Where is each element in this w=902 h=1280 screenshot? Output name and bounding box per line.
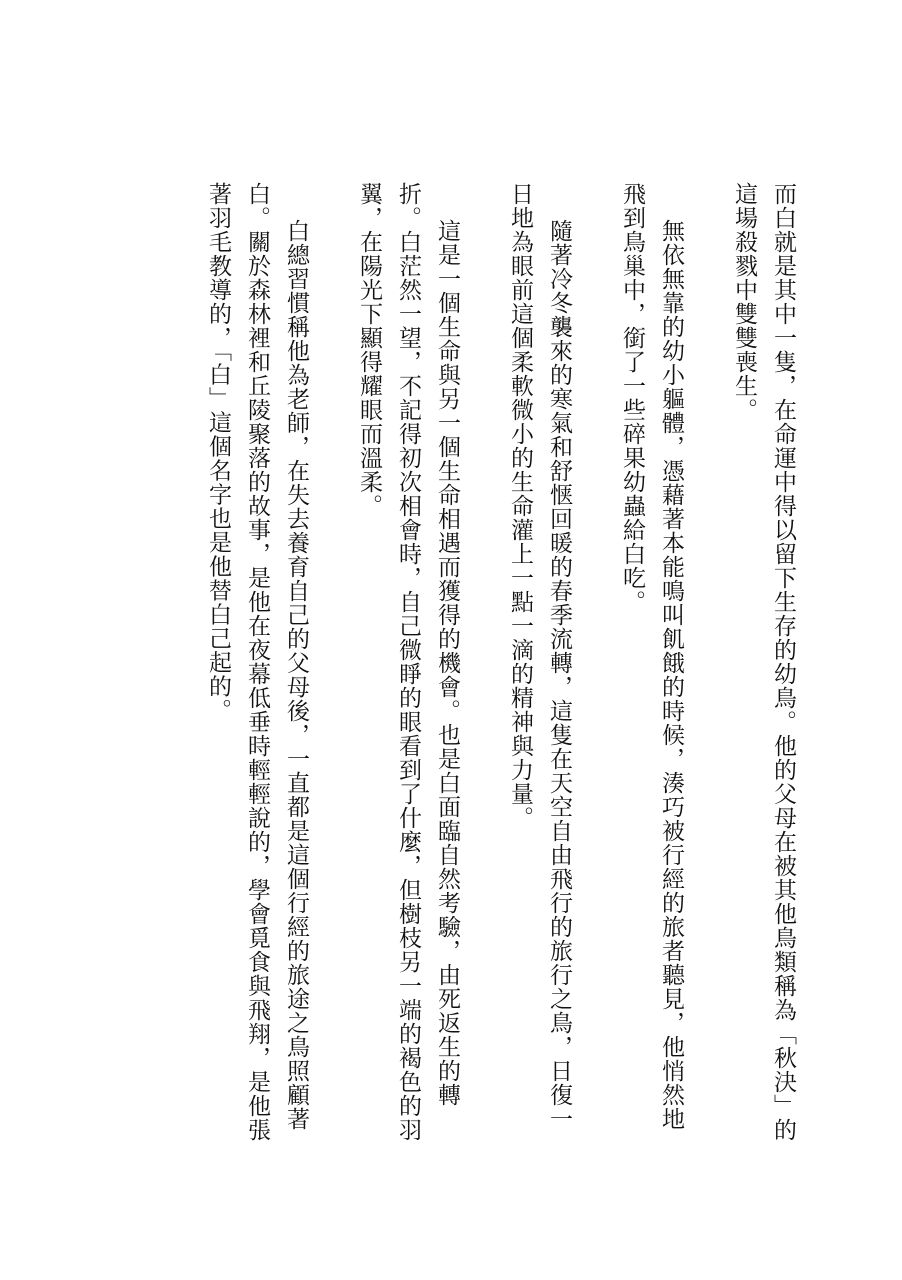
paragraph-2: 無依無靠的幼小軀體，憑藉著本能鳴叫飢餓的時候，湊巧被行經的旅者聽見，他悄然地飛到鳥巢中，銜了一些碎果幼蟲給白吃。 (619, 182, 684, 1131)
paragraph-3: 隨著冷冬襲來的寒氣和舒惬回暖的春季流轉，這隻在天空自由飛行的旅行之鳥，日復一日地為眼前這個柔軟微小的生命灌上一點一滴的精神與力量。 (507, 182, 572, 1131)
paragraph-1: 而白就是其中一隻，在命運中得以留下生存的幼鳥。他的父母在被其他鳥類稱為「秋決」的這場殺戮中雙雙喪生。 (731, 182, 796, 1142)
paragraph-4: 這是一個生命與另一個生命相遇而獲得的機會。也是白面臨自然考驗，由死返生的轉折。白茫然一望，不記得初次相會時，自己微睜的眼看到了什麼，但樹枝另一端的褐色的羽翼，在陽光下顯得耀眼而溫柔。 (356, 182, 460, 1142)
paragraph-5: 白總習慣稱他為老師，在失去養育自己的父母後，一直都是這個行經的旅途之鳥照顧著白。關於森林裡和丘陵聚落的故事，是他在夜幕低垂時輕輕說的，學會覓食與飛翔，是他張著羽毛教導的，「白」這個名字也是他替白己起的。 (205, 182, 309, 1142)
vertical-text-body (162, 182, 802, 1142)
